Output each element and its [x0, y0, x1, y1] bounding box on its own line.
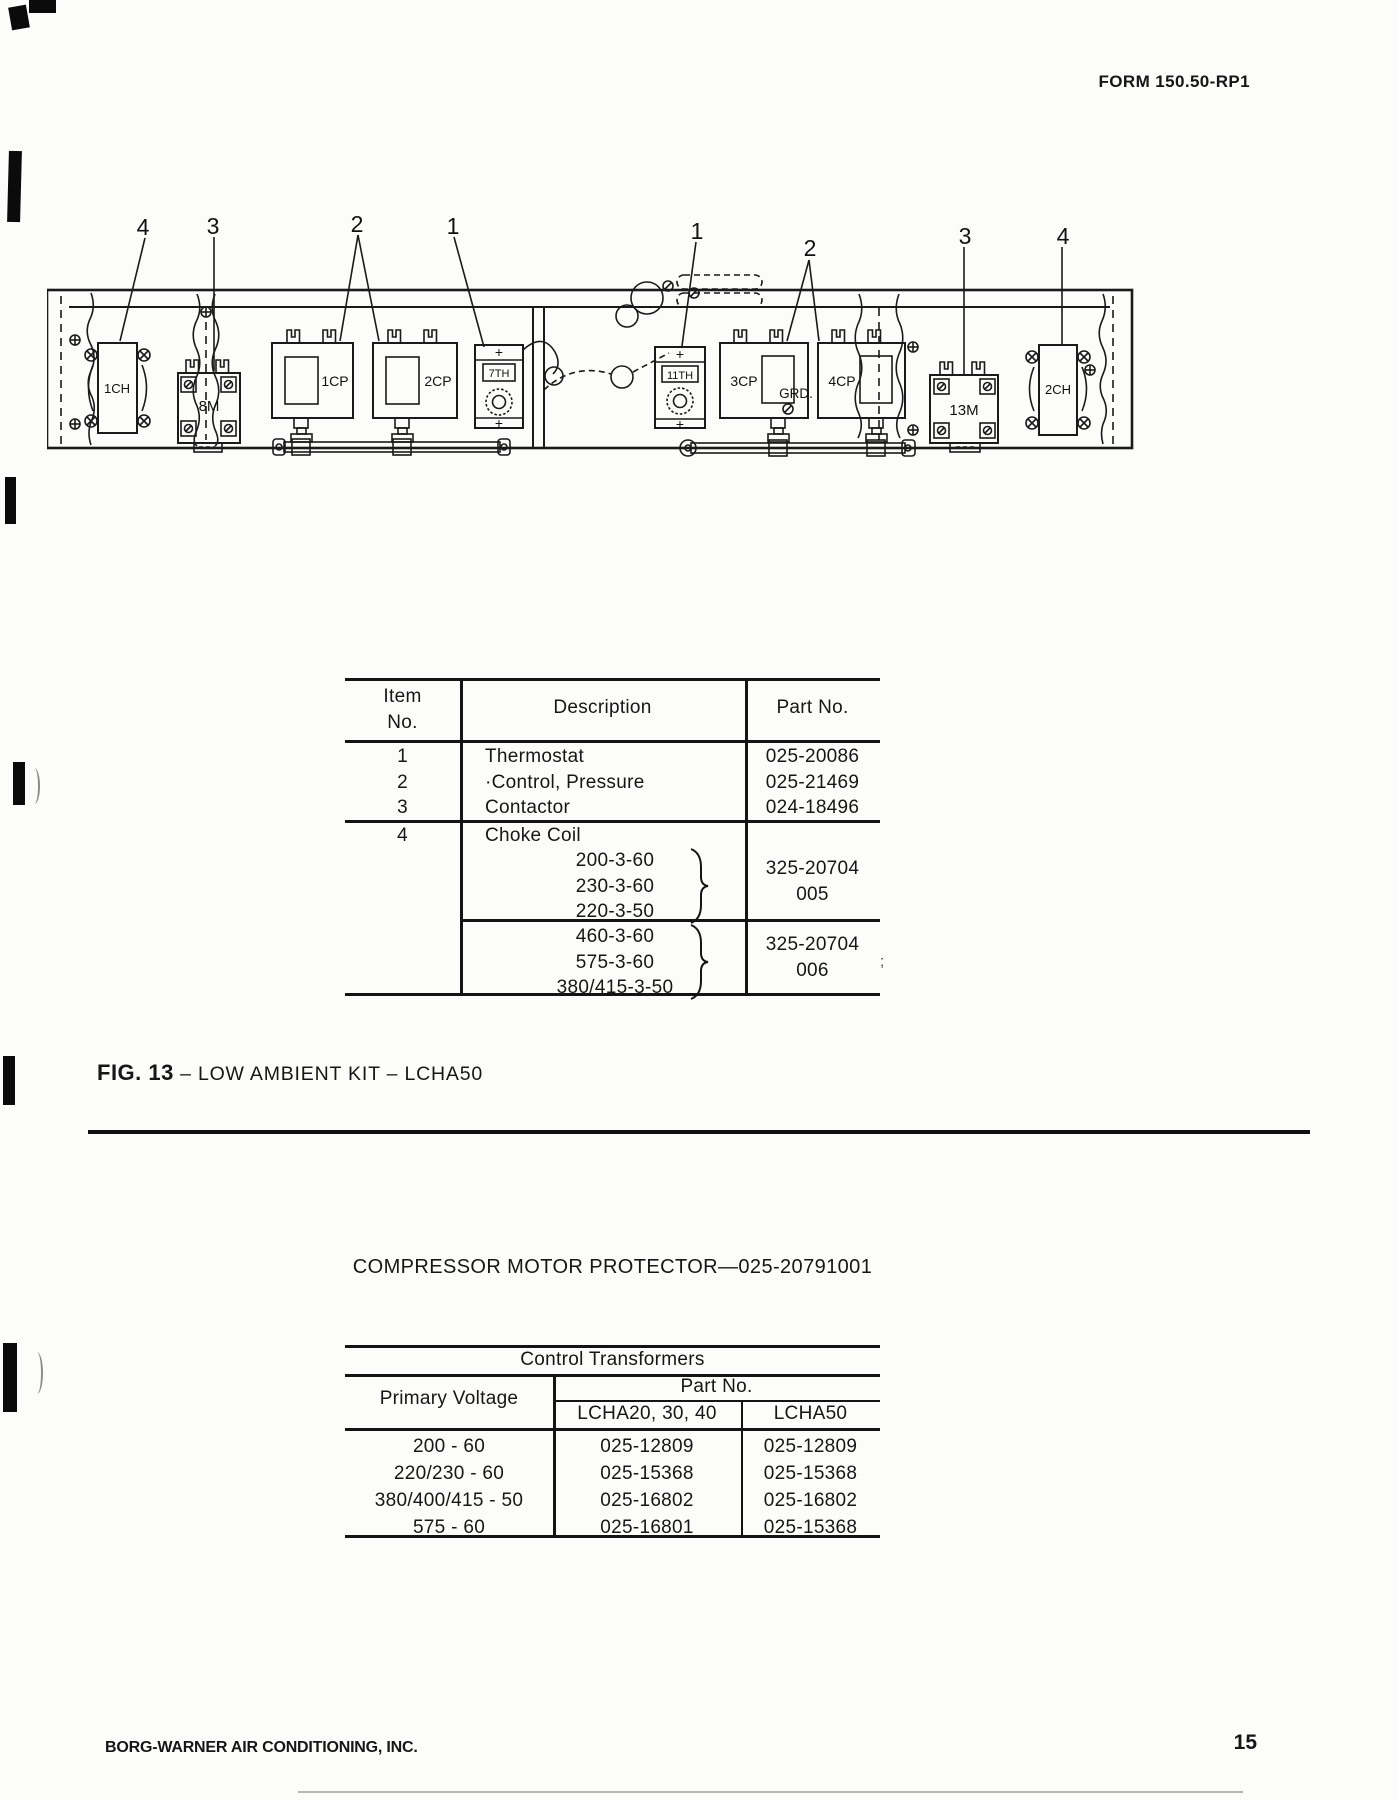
table-rule [345, 1345, 880, 1348]
scan-artifact [13, 762, 25, 805]
column-header-part: Part No. [776, 697, 849, 718]
figure-number: FIG. 13 [97, 1060, 174, 1085]
column-header-lcha50: LCHA50 [773, 1403, 848, 1424]
part-number-stack [745, 932, 880, 984]
table-title: Control Transformers [520, 1349, 705, 1370]
component-label-1cp: 1CP [321, 373, 349, 389]
table-cell: Choke Coil [485, 825, 581, 846]
table-cell: 025-15368 [763, 1463, 858, 1484]
table-cell: 024-18496 [765, 797, 860, 818]
column-header-description: Description [553, 697, 652, 718]
scan-artifact: ; [880, 953, 885, 970]
figure-caption [97, 1060, 483, 1086]
table-cell: 380/400/415 - 50 [374, 1490, 524, 1511]
callout-number: 1 [690, 218, 704, 244]
component-label-7th: 7TH [488, 368, 510, 380]
table-cell: 006 [796, 960, 829, 981]
table-rule [460, 678, 463, 996]
callout-number: 2 [350, 211, 364, 237]
control-transformers-table [345, 1345, 880, 1538]
table-cell: 575 - 60 [412, 1517, 486, 1538]
plus-mark: + [494, 344, 504, 360]
plus-mark: + [675, 416, 685, 432]
figure-title: – LOW AMBIENT KIT – LCHA50 [180, 1063, 484, 1085]
scan-artifact [29, 768, 40, 804]
voltage-variant-group [515, 924, 715, 1001]
column-header-lcha20-30-40: LCHA20, 30, 40 [577, 1403, 717, 1424]
table-cell: 1 [397, 746, 408, 767]
component-label-2cp: 2CP [424, 373, 452, 389]
scan-artifact [29, 0, 56, 13]
brace [688, 923, 710, 1001]
compressor-motor-protector-heading: COMPRESSOR MOTOR PROTECTOR—025-20791001 [352, 1256, 873, 1278]
page-number: 15 [1233, 1731, 1257, 1754]
table-cell: 230-3-60 [575, 875, 655, 897]
primary-voltage-column [345, 1433, 553, 1541]
component-label-8m: 8M [198, 398, 220, 415]
scan-artifact [31, 1352, 43, 1394]
part-number-column [745, 744, 880, 821]
table-cell: 2 [397, 771, 408, 793]
table-cell: 025-15368 [600, 1463, 694, 1484]
diagram-linework [47, 235, 1132, 456]
component-label-1ch: 1CH [103, 381, 131, 396]
parts-table [345, 678, 880, 996]
table-cell: 025-12809 [600, 1436, 694, 1457]
table-rule [553, 1400, 880, 1402]
ground-label: GRD. [779, 386, 813, 401]
table-cell: 025-15368 [763, 1517, 858, 1538]
table-cell: 4 [397, 825, 408, 846]
component-label-3cp: 3CP [730, 373, 758, 389]
callout-number: 2 [803, 235, 817, 261]
column-header-item: Item No. [383, 686, 422, 733]
table-cell: 3 [397, 797, 408, 818]
callout-number: 3 [958, 223, 972, 249]
column-header-part-no: Part No. [680, 1376, 753, 1397]
description-column [485, 744, 740, 821]
item-number-column [345, 744, 460, 821]
lcha50-part-column [741, 1433, 880, 1541]
table-cell: 325-20704 [765, 934, 860, 955]
table-cell: 200-3-60 [575, 850, 655, 871]
section-divider [88, 1130, 1310, 1134]
table-cell: 325-20704 [765, 858, 860, 879]
plus-mark: + [494, 415, 504, 431]
table-cell: 575-3-60 [575, 951, 655, 973]
table-rule [345, 740, 880, 743]
form-number: FORM 150.50-RP1 [1098, 72, 1250, 91]
component-label-2ch: 2CH [1044, 382, 1072, 397]
lcha20-part-column [553, 1433, 741, 1541]
component-label-11th: 11TH [666, 370, 694, 382]
table-cell: 025-16802 [600, 1490, 694, 1511]
plus-mark: + [675, 346, 685, 362]
scan-artifact [298, 1791, 1243, 1793]
table-rule [345, 678, 880, 681]
table-cell: 380/415-3-50 [556, 977, 674, 998]
scan-artifact [7, 151, 22, 222]
voltage-variant-group [515, 848, 715, 925]
table-cell: 025-21469 [765, 771, 860, 793]
table-cell: 460-3-60 [575, 926, 655, 947]
table-cell: Contactor [485, 797, 571, 818]
scan-artifact [5, 477, 16, 524]
column-header-primary-voltage: Primary Voltage [379, 1388, 519, 1409]
callout-number: 1 [446, 213, 460, 239]
callout-number: 4 [136, 214, 150, 240]
scan-artifact [3, 1056, 15, 1105]
table-cell: 005 [796, 884, 829, 905]
table-cell: Thermostat [485, 746, 585, 767]
component-label-13m: 13M [949, 402, 979, 419]
table-cell: 025-16801 [600, 1517, 694, 1538]
callout-number: 3 [206, 213, 220, 239]
callout-number: 4 [1056, 223, 1070, 249]
table-cell: 025-20086 [765, 746, 860, 767]
table-cell: 200 - 60 [412, 1436, 486, 1457]
table-cell: ·Control, Pressure [485, 771, 645, 793]
scan-artifact [8, 5, 30, 31]
footer-company: BORG-WARNER AIR CONDITIONING, INC. [105, 1739, 418, 1756]
low-ambient-kit-diagram [47, 190, 1137, 460]
table-cell: 025-12809 [763, 1436, 858, 1457]
table-cell: 220-3-50 [575, 901, 655, 922]
table-cell: 220/230 - 60 [393, 1463, 505, 1484]
brace [688, 847, 710, 925]
part-number-stack [745, 856, 880, 908]
table-rule [345, 1428, 880, 1431]
scan-artifact [3, 1343, 17, 1412]
table-cell: 025-16802 [763, 1490, 858, 1511]
component-label-4cp: 4CP [828, 373, 856, 389]
